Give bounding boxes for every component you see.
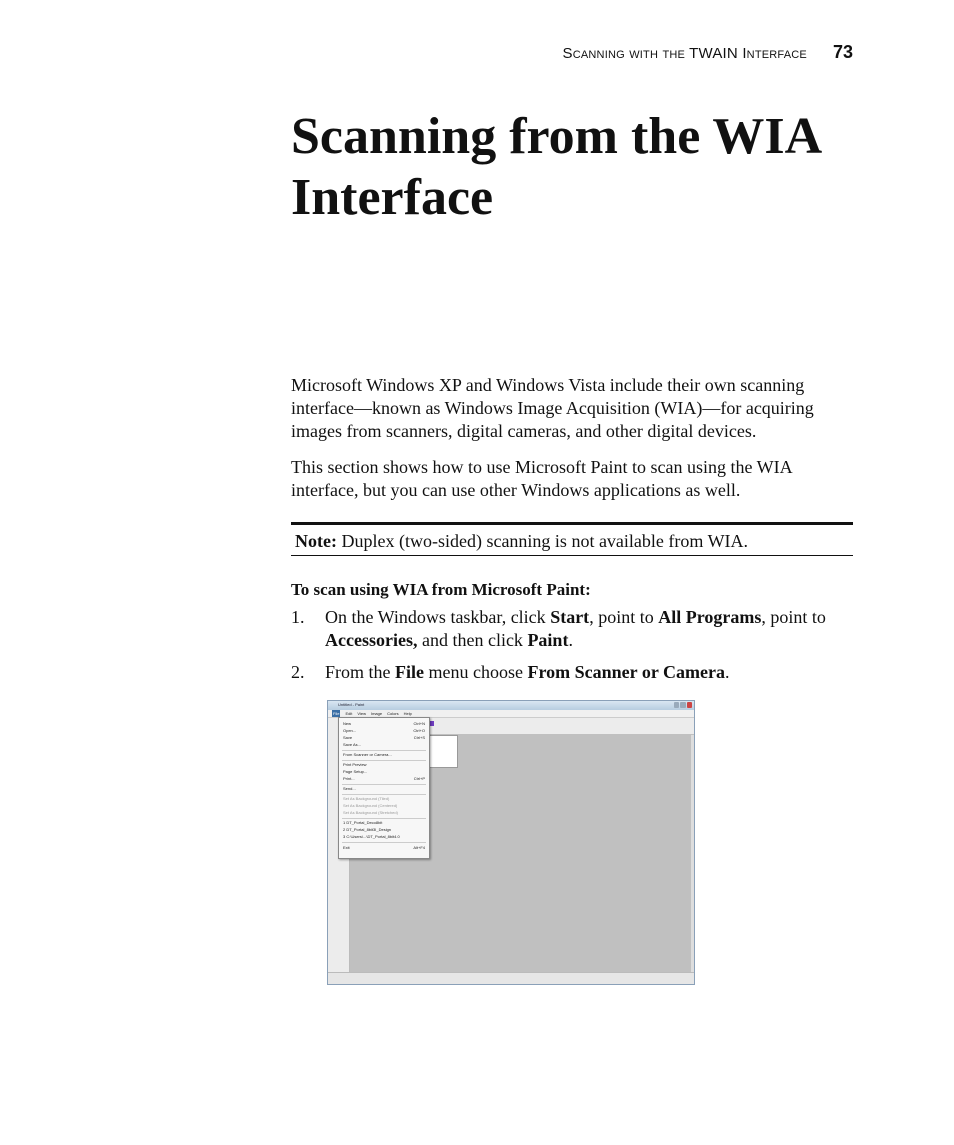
page-number: 73 (832, 42, 853, 62)
file-menu-item: Print... Ctrl+P (343, 776, 425, 781)
ui-term-paint: Paint (527, 630, 569, 650)
intro-paragraph: Microsoft Windows XP and Windows Vista include their own scanning interface—known as Windows Image Acquisition (WIA)—for acquiring images from scanners, digital cameras, and other digital devices. (291, 375, 814, 441)
running-head-section: Scanning with the TWAIN Interface (562, 45, 807, 62)
note-text: Duplex (two-sided) scanning is not available from WIA. (336, 531, 749, 551)
menu-edit: Edit (345, 711, 353, 716)
paint-file-menu (338, 717, 430, 859)
menu-image: Image (370, 711, 383, 716)
file-menu-item: Exit Alt+F4 (343, 845, 425, 850)
running-head (520, 42, 853, 64)
menu-help: Help (403, 711, 412, 716)
file-menu-item: Set As Background (Tiled) (343, 796, 390, 801)
menu-view: View (357, 711, 366, 716)
ui-term-all-programs: All Programs (658, 607, 762, 627)
paint-canvas (428, 735, 458, 768)
procedure-heading: To scan using WIA from Microsoft Paint: (291, 580, 591, 599)
step-number: 1. (291, 607, 305, 627)
file-menu-item: Set As Background (Stretched) (343, 810, 398, 815)
file-menu-item: Print Preview (343, 762, 367, 767)
paint-screenshot (327, 700, 695, 985)
note-label: Note: (295, 531, 337, 551)
step-text: From the File menu choose From Scanner or Camera. (325, 662, 730, 682)
paint-palette (428, 718, 694, 734)
ui-term-from-scanner: From Scanner or Camera (527, 662, 725, 682)
file-menu-item: Send... (343, 786, 356, 791)
ui-term-start: Start (550, 607, 590, 627)
paint-window-title: Untitled - Paint (338, 702, 365, 707)
file-menu-item: Set As Background (Centered) (343, 803, 398, 808)
file-menu-item: 3 C:\Users\...\DT_Portal_8bit4.0 (343, 834, 400, 839)
note-box (291, 522, 853, 556)
section-paragraph: This section shows how to use Microsoft Paint to scan using the WIA interface, but you can use other Windows applications as well. (291, 457, 792, 500)
file-menu-item: From Scanner or Camera... (343, 752, 392, 757)
file-menu-item: Save Ctrl+S (343, 735, 425, 740)
file-menu-item: Open... Ctrl+O (343, 728, 425, 733)
menu-colors: Colors (387, 711, 399, 716)
file-menu-item: Page Setup... (343, 769, 368, 774)
procedure-step-2 (291, 661, 853, 684)
page-title: Scanning from the WIA Interface (291, 108, 820, 226)
window-controls-icon (674, 702, 692, 708)
step-number: 2. (291, 662, 305, 682)
file-menu-item: 2 DT_Portal_8bit3I_Design (343, 827, 392, 832)
file-menu-item: New Ctrl+N (343, 721, 425, 726)
file-menu-item: 1 DT_Portal_Deco8bit (343, 820, 383, 825)
ui-term-accessories: Accessories, (325, 630, 418, 650)
menu-file: File (333, 711, 340, 716)
paint-scrollbar (691, 735, 694, 973)
paint-statusbar (328, 972, 694, 984)
file-menu-item: Save As... (343, 742, 362, 747)
procedure-step-1 (291, 606, 853, 652)
step-text: On the Windows taskbar, click Start, point to All Programs, point to Accessories, and then click Paint. (325, 607, 826, 650)
ui-term-file: File (395, 662, 424, 682)
